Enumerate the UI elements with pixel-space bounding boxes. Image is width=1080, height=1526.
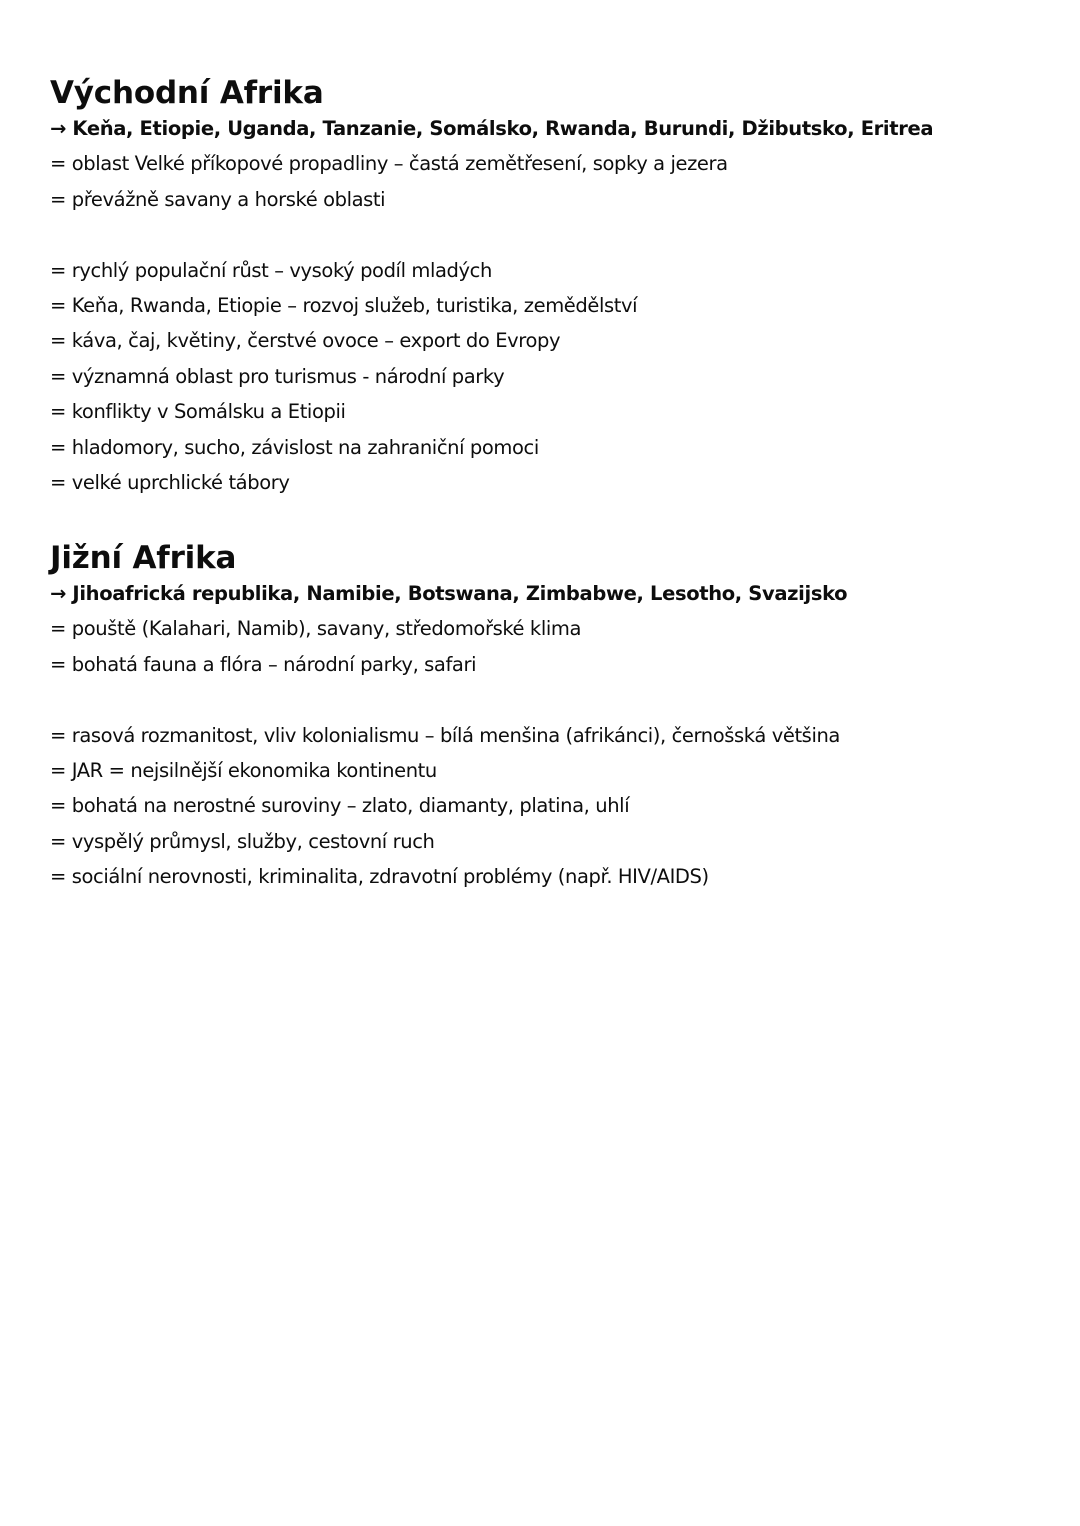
list-item: = rasová rozmanitost, vliv kolonialismu – bílá menšina (afrikánci), černošská většina xyxy=(50,723,840,747)
list-item: = sociální nerovnosti, kriminalita, zdravotní problémy (např. HIV/AIDS) xyxy=(50,865,709,889)
list-item: = konflikty v Somálsku a Etiopii xyxy=(50,400,346,424)
section-south-africa xyxy=(50,538,1050,895)
section-heading: Východní Afrika xyxy=(50,75,324,111)
list-item: = Keňa, Rwanda, Etiopie – rozvoj služeb, turistika, zemědělství xyxy=(50,294,638,318)
list-item: = převážně savany a horské oblasti xyxy=(50,187,386,211)
list-item: = oblast Velké příkopové propadliny – častá zemětřesení, sopky a jezera xyxy=(50,152,728,176)
list-item: = JAR = nejsilnější ekonomika kontinentu xyxy=(50,759,437,783)
list-item: = významná oblast pro turismus - národní parky xyxy=(50,364,505,388)
blank-line xyxy=(50,217,1050,252)
list-item: = pouště (Kalahari, Namib), savany, středomořské klima xyxy=(50,617,582,641)
blank-line xyxy=(50,682,1050,717)
list-item: = hladomory, sucho, závislost na zahraniční pomoci xyxy=(50,435,539,459)
list-item: = káva, čaj, květiny, čerstvé ovoce – export do Evropy xyxy=(50,329,561,353)
section-heading: Jižní Afrika xyxy=(50,540,237,576)
list-item: = bohatá na nerostné suroviny – zlato, diamanty, platina, uhlí xyxy=(50,794,630,818)
list-item: = bohatá fauna a flóra – národní parky, safari xyxy=(50,652,477,676)
list-item: = velké uprchlické tábory xyxy=(50,471,290,495)
list-item: = vyspělý průmysl, služby, cestovní ruch xyxy=(50,829,435,853)
section-east-africa xyxy=(50,73,1050,500)
country-list: → Keňa, Etiopie, Uganda, Tanzanie, Somálsko, Rwanda, Burundi, Džibutsko, Eritrea xyxy=(50,117,934,140)
country-list: → Jihoafrická republika, Namibie, Botswana, Zimbabwe, Lesotho, Svazijsko xyxy=(50,582,848,605)
list-item: = rychlý populační růst – vysoký podíl mladých xyxy=(50,258,492,282)
